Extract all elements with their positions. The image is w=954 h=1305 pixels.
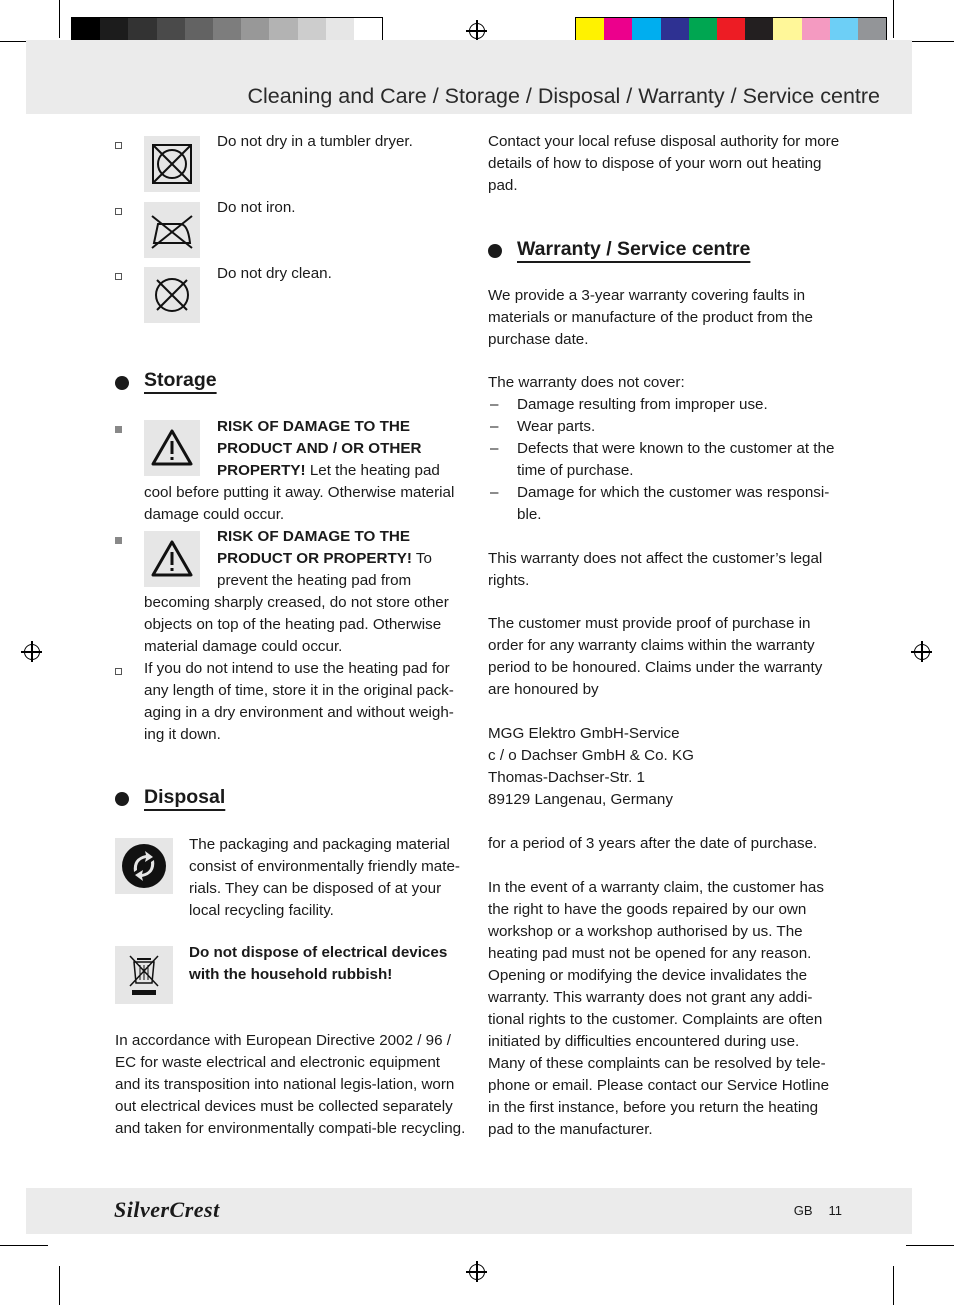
section-bullet: [115, 792, 129, 806]
storage-warning-2-head: RISK OF DAMAGE TO THE PRODUCT OR PROPERTY!: [217, 528, 412, 567]
crop-mark: [893, 0, 894, 38]
exclusion-item: Wear parts.: [517, 418, 596, 435]
warranty-not-cover-label: The warranty does not cover:: [488, 374, 685, 391]
note-bullet: [115, 668, 122, 675]
address-line: c / o Dachser GmbH & Co. KG: [488, 747, 694, 764]
list-dash: –: [490, 396, 499, 413]
address-line: MGG Elektro GmbH-Service: [488, 725, 680, 742]
list-dash: –: [490, 484, 499, 501]
exclusion-item: Damage resulting from improper use.: [517, 396, 768, 413]
disposal-directive-text: In accordance with European Directive 2002 / 96 / EC for waste electrical and electronic equipment and its transposition into national legis-lation, worn out electrical devices must be collected separately and taken for environmentally compati-ble recycling.: [115, 1032, 466, 1137]
warning-bullet: [115, 426, 122, 433]
storage-warning-1-head: RISK OF DAMAGE TO THE PRODUCT AND / OR OTHER PROPERTY!: [217, 418, 422, 479]
warranty-legal: This warranty does not affect the customer’s legal rights.: [488, 550, 823, 589]
exclusion-item: Defects that were known to the customer at the time of purchase.: [517, 440, 835, 479]
crop-mark: [59, 0, 60, 38]
storage-note: If you do not intend to use the heating pad for any length of time, store it in the original pack-aging in a dry environment and without weigh-ing it down.: [144, 660, 454, 743]
care-bullet: [115, 273, 122, 280]
language-code: GB: [793, 1203, 813, 1218]
service-address: [488, 723, 840, 811]
disposal-packaging-text: The packaging and packaging material consist of environmentally friendly mate-rials. They can be disposed of at your local recycling facility.: [189, 836, 460, 919]
brand-logo: SilverCrest: [114, 1197, 220, 1222]
storage-warning-2-body: To prevent the heating pad from becoming sharply creased, do not store other objects on top of the heating pad. Otherwise material damage could occur.: [144, 550, 449, 655]
warranty-period: for a period of 3 years after the date of purchase.: [488, 835, 818, 852]
section-bullet: [488, 244, 502, 258]
storage-heading: Storage: [144, 369, 217, 391]
registration-mark: [914, 644, 930, 660]
address-line: Thomas-Dachser-Str. 1: [488, 769, 645, 786]
warranty-proof: The customer must provide proof of purchase in order for any warranty claims within the warranty period to be honoured. Claims under the warranty are honoured by: [488, 615, 823, 698]
crop-mark: [59, 1266, 60, 1305]
disposal-heading: Disposal: [144, 786, 226, 808]
warranty-heading: Warranty / Service centre: [517, 238, 751, 260]
no-tumble-dry-icon: [144, 136, 200, 192]
disposal-contact-text: Contact your local refuse disposal authority for more details of how to dispose of your worn out heating pad.: [488, 133, 840, 194]
crop-mark: [906, 41, 954, 42]
warranty-intro: We provide a 3-year warranty covering faults in materials or manufacture of the product from the purchase date.: [488, 287, 813, 348]
storage-warning-1-body: Let the heating pad cool before putting it away. Otherwise material damage could occur.: [144, 462, 455, 523]
crop-mark: [893, 1266, 894, 1305]
list-dash: –: [490, 418, 499, 435]
warranty-claim: In the event of a warranty claim, the customer has the right to have the goods repaired by our own workshop or a workshop authorised by us. The heating pad must not be opened for any reason. Opening or modifying the device invalidates the warranty. This warranty does not grant any addi-tional rights to the customer. Complaints are often initiated by difficulties encountered during use. Many of these complaints can be resolved by tele-phone or email. Please contact our Service Hotline in the first instance, before you return the heating pad to the manufacturer.: [488, 879, 830, 1138]
section-bullet: [115, 376, 129, 390]
crop-mark: [906, 1245, 954, 1246]
care-bullet: [115, 142, 122, 149]
care-text: Do not dry in a tumbler dryer.: [217, 133, 413, 150]
no-dry-clean-icon: [144, 267, 200, 323]
page-number: 11: [828, 1203, 842, 1218]
registration-mark: [469, 1264, 485, 1280]
no-iron-icon: [144, 202, 200, 258]
disposal-weee-warning: Do not dispose of electrical devices with the household rubbish!: [189, 944, 448, 983]
warning-bullet: [115, 537, 122, 544]
registration-mark: [469, 23, 485, 39]
list-dash: –: [490, 440, 499, 457]
care-text: Do not iron.: [217, 199, 296, 216]
page-info: [778, 1203, 842, 1218]
registration-mark: [24, 644, 40, 660]
exclusion-item: Damage for which the customer was responsi-ble.: [517, 484, 830, 523]
address-line: 89129 Langenau, Germany: [488, 791, 673, 808]
crossed-bin-icon: [115, 946, 173, 1004]
recycling-green-dot-icon: [115, 838, 173, 894]
care-bullet: [115, 208, 122, 215]
care-text: Do not dry clean.: [217, 265, 332, 282]
page-title: Cleaning and Care / Storage / Disposal / Warranty / Service centre: [247, 84, 880, 108]
crop-mark: [0, 1245, 48, 1246]
